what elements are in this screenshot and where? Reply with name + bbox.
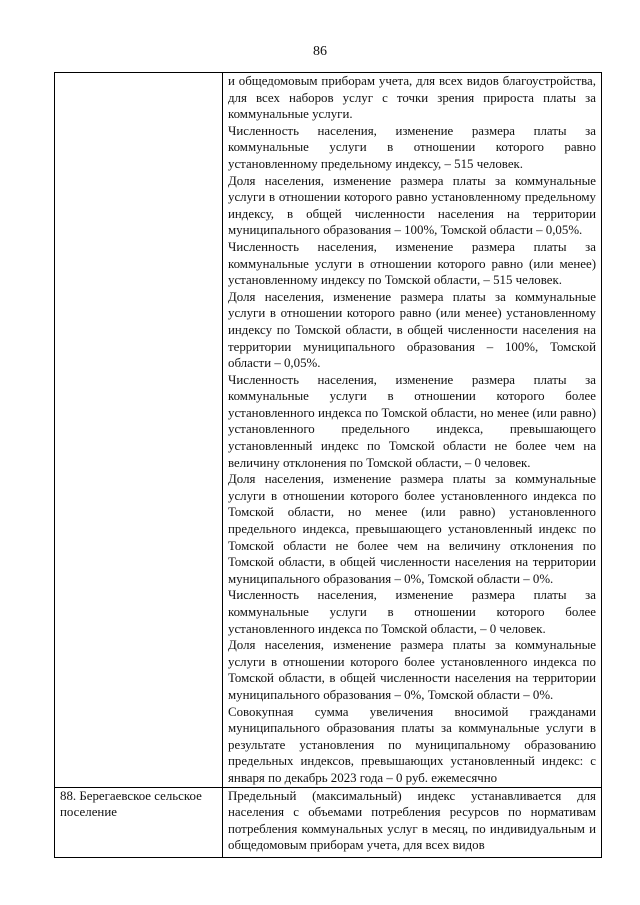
paragraph: и общедомовым приборам учета, для всех видов благоустройства, для всех наборов услуг с точки зрения прироста платы за коммунальные услуги. [228,74,596,122]
table-row [55,787,602,857]
paragraph: Доля населения, изменение размера платы за коммунальные услуги в отношении которого равно (или менее) установленному индексу по Томской области, в общей численности населения на территории муниципального образования – 100%, Томской области – 0,05%. [228,289,596,371]
municipality-cell: 88. Берегаевское сельское поселение [55,787,223,857]
paragraph: Численность населения, изменение размера платы за коммунальные услуги в отношении которого более установленного индекса по Томской области, но менее (или равно) установленного предельного индекса, превышающего установленный индекс по Томской области не более чем на величину отклонения по Томской области, – 0 человек. [228,372,596,470]
tariff-table [54,72,602,858]
description-cell [223,73,602,788]
paragraph: Доля населения, изменение размера платы за коммунальные услуги в отношении которого равно установленному предельному индексу, в общей численности населения на территории муниципального образования – 100%, Томской области – 0,05%. [228,173,596,238]
description-cell [223,787,602,857]
paragraph: Численность населения, изменение размера платы за коммунальные услуги в отношении которого равно (или менее) установленному индексу по Томской области, – 515 человек. [228,239,596,288]
page-number: 86 [313,44,327,59]
paragraph: Численность населения, изменение размера платы за коммунальные услуги в отношении которого более установленного индекса по Томской области, – 0 человек. [228,588,596,636]
paragraph: Численность населения, изменение размера платы за коммунальные услуги в отношении которого равно установленному предельному индексу, – 515 человек. [228,123,596,171]
municipality-cell [55,73,223,788]
paragraph: Предельный (максимальный) индекс устанавливается для населения с объемами потребления ресурсов по нормативам потребления коммунальных услуг в месяц, по индивидуальным и общедомовым приборам учета, для всех видов [228,788,596,853]
paragraph: Доля населения, изменение размера платы за коммунальные услуги в отношении которого более установленного индекса по Томской области, но менее (или равно) установленного предельного индекса, превышающего установленный индекс по Томской области не более чем на величину отклонения по Томской области, в общей численности населения на территории муниципального образования – 0%, Томской области – 0%. [228,472,596,586]
table-row [55,73,602,788]
paragraph: Совокупная сумма увеличения вносимой гражданами муниципального образования платы за коммунальные услуги в результате установления по муниципальному образованию предельных индексов, превышающих установленный индекс: с января по декабрь 2023 года – 0 руб. ежемесячно [228,704,596,785]
paragraph: Доля населения, изменение размера платы за коммунальные услуги в отношении которого более установленного индекса по Томской области, в общей численности населения на территории муниципального образования – 0%, Томской области – 0%. [228,638,596,702]
